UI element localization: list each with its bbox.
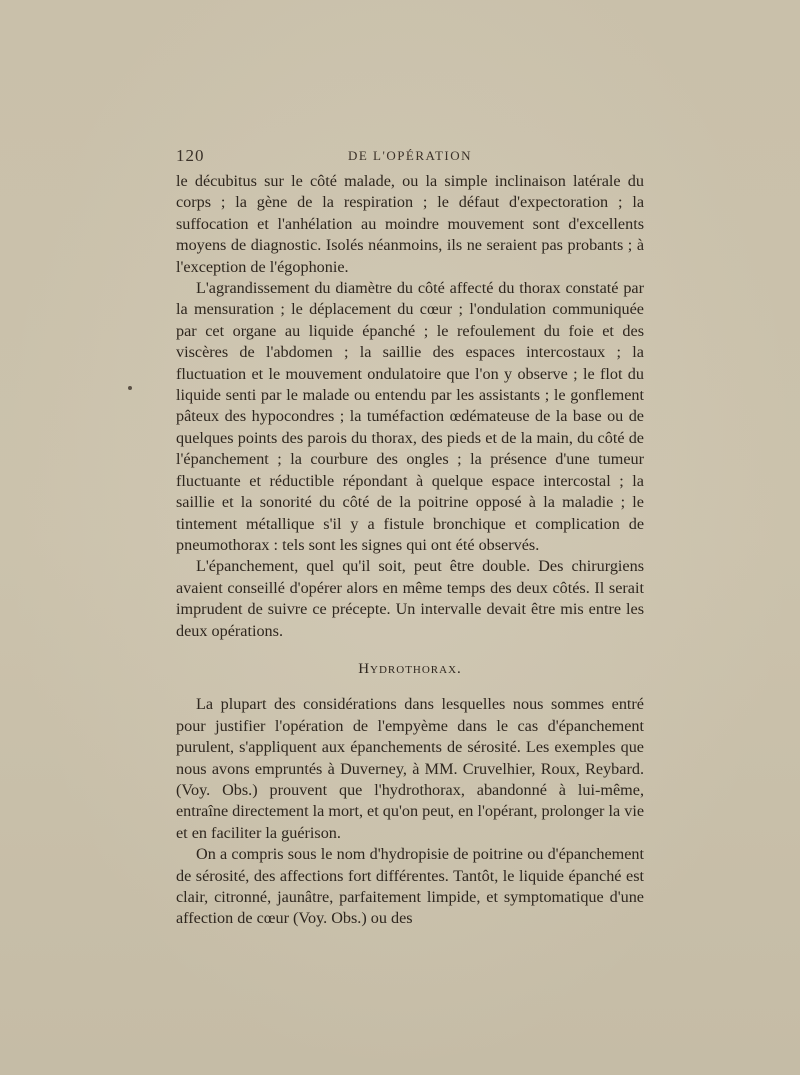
page-number: 120 <box>176 146 205 165</box>
section-heading: Hydrothorax. <box>358 660 462 677</box>
paragraph-hydropisie: On a compris sous le nom d'hydropisie de poitrine ou d'épanchement de sérosité, des affections fort différentes. Tantôt, le liquide épanché est clair, citronné, jaunâtre, parfaitement limpide, et symptomatique d'une affection de cœur (Voy. Obs.) ou des <box>176 845 644 928</box>
body-text <box>176 171 644 930</box>
paragraph-hydrothorax-intro: La plupart des considérations dans lesquelles nous sommes entré pour justifier l'opération de l'empyème dans le cas d'épanchement purulent, s'appliquent aux épanchements de sérosité. Les exemples que nous avons empruntés à Duverney, à MM. Cruvelhier, Roux, Reybard. (Voy. Obs.) prouvent que l'hydrothorax, abandonné à lui-même, entraîne directement la mort, et qu'on peut, en l'opérant, prolonger la vie et en faciliter la guérison. <box>176 695 644 842</box>
margin-mark <box>128 386 132 390</box>
page-header <box>176 146 644 166</box>
running-title: DE L'OPÉRATION <box>347 148 473 163</box>
paragraph-signs: L'agrandissement du diamètre du côté affecté du thorax constaté par la mensuration ; le déplacement du cœur ; l'ondulation communiquée par cet organe au liquide épanché ; le refoulement du foie et des viscères de l'abdomen ; la saillie des espaces intercostaux ; la fluctuation et le mouvement ondulatoire que l'on y observe ; le flot du liquide senti par le malade ou entendu par les assistants ; le gonflement pâteux des hypocondres ; la tuméfaction œdémateuse de la base ou de quelques points des parois du thorax, des pieds et de la main, du côté de l'épanchement ; la courbure des ongles ; la présence d'une tumeur fluctuante et réductible répondant à quelque espace intercostal ; la saillie et la sonorité du côté de la poitrine opposé à la maladie ; le tintement métallique s'il y a fistule bronchique et complication de pneumothorax : tels sont les signes qui ont été observés. <box>176 279 644 554</box>
paragraph-double-effusion: L'épanchement, quel qu'il soit, peut être double. Des chirurgiens avaient conseillé d'opérer alors en même temps des deux côtés. Il serait imprudent de suivre ce précepte. Un intervalle devait être mis entre les deux opérations. <box>176 557 644 640</box>
paragraph-continuation: le décubitus sur le côté malade, ou la simple inclinaison latérale du corps ; la gène de la respiration ; le défaut d'expectoration ; la suffocation et l'anhélation au moindre mouvement sont d'excellents moyens de diagnostic. Isolés néanmoins, ils ne seraient pas probants ; à l'exception de l'égophonie. <box>176 172 644 276</box>
